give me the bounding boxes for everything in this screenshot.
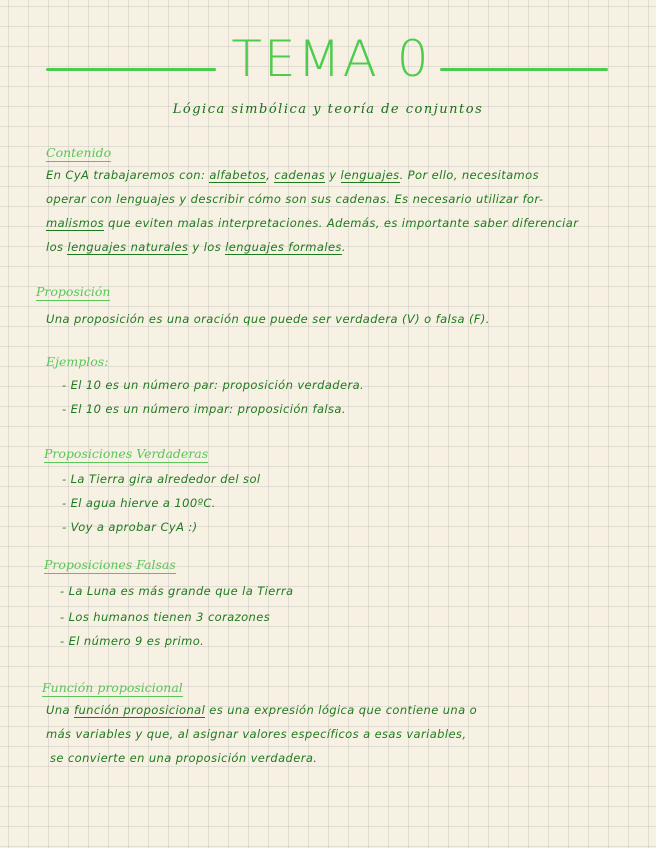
falsa-item-2: - Los humanos tienen 3 corazones bbox=[60, 610, 271, 624]
page-title: TEMA 0 bbox=[231, 30, 431, 88]
text-segment: que eviten malas interpretaciones. Además, es importante saber diferenciar bbox=[104, 216, 579, 230]
text-segment: . bbox=[341, 240, 346, 254]
section-heading-ejemplos: Ejemplos: bbox=[46, 354, 109, 369]
falsa-item-3: - El número 9 es primo. bbox=[60, 634, 205, 648]
term-lenguajes: lenguajes bbox=[340, 168, 400, 182]
contenido-line-2: operar con lenguajes y describir cómo son sus cadenas. Es necesario utilizar for- bbox=[46, 192, 544, 206]
term-lenguajes-formales: lenguajes formales bbox=[225, 240, 342, 254]
contenido-line-1 bbox=[46, 163, 626, 187]
text-segment: Una bbox=[46, 703, 75, 717]
verdadera-item-1: - La Tierra gira alrededor del sol bbox=[62, 472, 261, 486]
verdadera-item-2: - El agua hierve a 100ºC. bbox=[62, 496, 216, 510]
section-heading-proposicion: Proposición bbox=[36, 284, 111, 299]
section-heading-verdaderas: Proposiciones Verdaderas bbox=[44, 446, 209, 461]
text-segment: y los bbox=[188, 240, 226, 254]
funcion-line-1 bbox=[46, 698, 626, 722]
text-segment: , bbox=[266, 168, 275, 182]
funcion-line-3: se convierte en una proposición verdadera. bbox=[50, 751, 318, 765]
page-subtitle: Lógica simbólica y teoría de conjuntos bbox=[172, 102, 484, 117]
term-formalismos: malismos bbox=[46, 216, 105, 230]
text-segment: . Por ello, necesitamos bbox=[399, 168, 539, 182]
term-alfabetos: alfabetos bbox=[209, 168, 267, 182]
ejemplo-item-2: - El 10 es un número impar: proposición falsa. bbox=[62, 402, 346, 416]
contenido-paragraph bbox=[46, 163, 626, 259]
text-segment: es una expresión lógica que contiene una o bbox=[205, 703, 478, 717]
title-rule-left bbox=[46, 68, 216, 71]
proposicion-definition: Una proposición es una oración que puede ser verdadera (V) o falsa (F). bbox=[46, 312, 490, 326]
falsa-item-1: - La Luna es más grande que la Tierra bbox=[60, 584, 294, 598]
text-segment: los bbox=[46, 240, 68, 254]
contenido-line-3 bbox=[46, 211, 626, 235]
text-segment: En CyA trabajaremos con: bbox=[46, 168, 210, 182]
funcion-line-2: más variables y que, al asignar valores específicos a esas variables, bbox=[46, 727, 467, 741]
term-lenguajes-naturales: lenguajes naturales bbox=[67, 240, 189, 254]
section-heading-falsas: Proposiciones Falsas bbox=[44, 557, 176, 572]
contenido-line-4 bbox=[46, 235, 626, 259]
term-cadenas: cadenas bbox=[274, 168, 326, 182]
verdadera-item-3: - Voy a aprobar CyA :) bbox=[62, 520, 198, 534]
ejemplo-item-1: - El 10 es un número par: proposición verdadera. bbox=[62, 378, 365, 392]
term-funcion-proposicional: función proposicional bbox=[74, 703, 206, 717]
funcion-paragraph bbox=[46, 698, 626, 770]
section-heading-funcion: Función proposicional bbox=[42, 680, 183, 695]
section-heading-contenido: Contenido bbox=[46, 145, 112, 160]
text-segment: y bbox=[325, 168, 341, 182]
title-rule-right bbox=[440, 68, 608, 71]
